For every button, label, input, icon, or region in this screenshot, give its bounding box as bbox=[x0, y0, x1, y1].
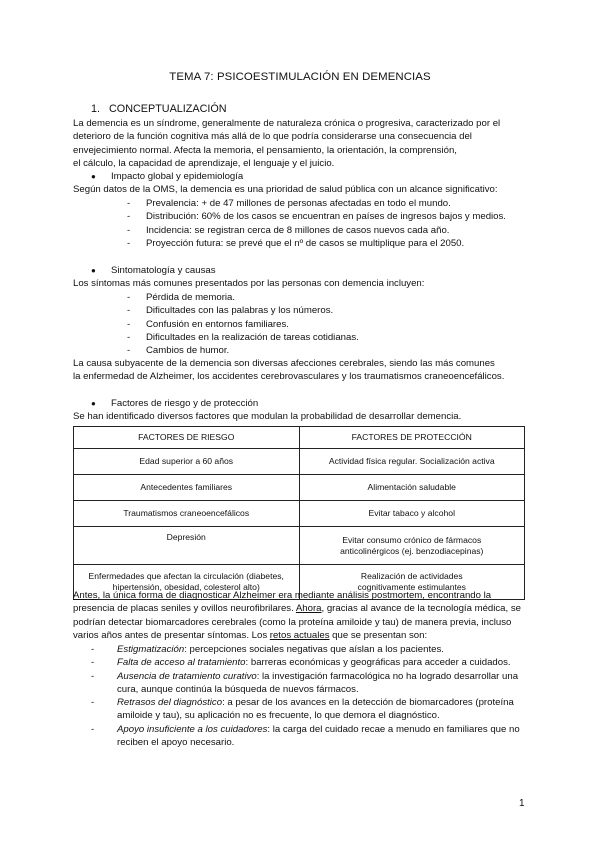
text-line: envejecimiento normal. Afecta la memoria, el pensamiento, la orientación, la comprensión, bbox=[73, 144, 457, 156]
diagnostico-paragraph: Antes, la única forma de diagnosticar Alzheimer era mediante análisis postmortem, encontrando la presencia de placas seniles y ovillos neurofibrilares. Ahora, gracias al avance de la tecnología médica, se podrían detectar biomarcadores cerebrales (como la proteína amiloide y tau) de manera previa, incluso varios años antes de presentar síntomas. Los retos actuales que se presentan son: bbox=[73, 590, 521, 641]
table-row bbox=[74, 449, 525, 475]
risk-cell: Depresión bbox=[74, 527, 300, 565]
definition-paragraph bbox=[73, 117, 533, 170]
retos-list bbox=[91, 643, 531, 749]
text-line: el cálculo, la capacidad de aprendizaje, el lenguaje y el juicio. bbox=[73, 157, 335, 169]
text-line: La demencia es un síndrome, generalmente de naturaleza crónica o progresiva, caracterizado por el bbox=[73, 118, 501, 129]
text-line: la enfermedad de Alzheimer, los accidentes cerebrovasculares y los traumatismos craneoencefálicos. bbox=[73, 371, 505, 383]
protection-cell: Alimentación saludable bbox=[299, 475, 525, 501]
list-item: - Ausencia de tratamiento curativo: la investigación farmacológica no ha logrado desarrollar una cura, aunque continúa la búsqueda de nuevos fármacos. bbox=[91, 670, 519, 695]
factors-table bbox=[73, 426, 525, 600]
list-item: - Pérdida de memoria. bbox=[127, 292, 236, 303]
table-header-row bbox=[74, 427, 525, 449]
subsection-factores bbox=[91, 397, 258, 410]
risk-cell: Traumatismos craneoencefálicos bbox=[74, 501, 300, 527]
text-line: La causa subyacente de la demencia son diversas afecciones cerebrales, siendo las más comunes bbox=[73, 358, 495, 369]
ahora-label: Ahora bbox=[295, 603, 322, 615]
section-heading bbox=[91, 103, 227, 115]
list-item: - Apoyo insuficiente a los cuidadores: la carga del cuidado recae a menudo en familiares que no reciben el apoyo necesario. bbox=[91, 723, 520, 749]
list-item: - Estigmatización: percepciones sociales negativas que aíslan a los pacientes. bbox=[91, 644, 444, 655]
list-item: - Confusión en entornos familiares. bbox=[127, 318, 289, 330]
antes-label: Antes bbox=[73, 590, 98, 601]
risk-cell: Edad superior a 60 años bbox=[74, 449, 300, 475]
protection-cell: Evitar tabaco y alcohol bbox=[299, 501, 525, 527]
bullet-icon: ● bbox=[91, 266, 96, 275]
protection-cell: Realización de actividades cognitivamente estimulantes bbox=[299, 565, 525, 600]
section-number: 1. bbox=[91, 103, 101, 115]
protection-cell: Actividad física regular. Socialización activa bbox=[299, 449, 525, 475]
risk-cell: Enfermedades que afectan la circulación (diabetes, hipertensión, obesidad, colesterol alto) bbox=[74, 565, 300, 600]
subsection-title: Impacto global y epidemiología bbox=[111, 171, 244, 182]
list-item: - Dificultades con las palabras y los números. bbox=[127, 305, 334, 317]
column-header-risk: FACTORES DE RIESGO bbox=[74, 427, 300, 449]
list-item: - Falta de acceso al tratamiento: barreras económicas y geográficas para acceder a cuidados. bbox=[91, 657, 511, 669]
protection-cell: Evitar consumo crónico de fármacos anticolinérgicos (ej. benzodiacepinas) bbox=[299, 527, 525, 565]
sintomas-intro: Los síntomas más comunes presentados por las personas con demencia incluyen: bbox=[73, 278, 425, 289]
list-item: - Incidencia: se registran cerca de 8 millones de casos nuevos cada año. bbox=[127, 224, 450, 236]
impacto-intro: Según datos de la OMS, la demencia es una prioridad de salud pública con un alcance significativo: bbox=[73, 184, 498, 195]
text-line: deterioro de la función cognitiva más allá de lo que podría considerarse una consecuencia del bbox=[73, 131, 472, 143]
list-item: - Proyección futura: se prevé que el nº de casos se multiplique para el 2050. bbox=[127, 237, 465, 249]
list-item: - Dificultades en la realización de tareas cotidianas. bbox=[127, 331, 359, 343]
risk-cell: Antecedentes familiares bbox=[74, 475, 300, 501]
impacto-list bbox=[127, 197, 506, 250]
column-header-protection: FACTORES DE PROTECCIÓN bbox=[299, 427, 525, 449]
table-row bbox=[74, 501, 525, 527]
retos-label: retos actuales bbox=[269, 629, 330, 641]
table-row bbox=[74, 475, 525, 501]
table-row bbox=[74, 527, 525, 565]
page-number: 1 bbox=[519, 798, 525, 809]
causes-paragraph bbox=[73, 357, 533, 384]
bullet-icon: ● bbox=[91, 399, 96, 408]
factores-intro: Se han identificado diversos factores que modulan la probabilidad de desarrollar demencia. bbox=[73, 411, 462, 422]
subsection-impacto bbox=[91, 170, 243, 183]
sintomas-list bbox=[127, 291, 359, 357]
section-title: CONCEPTUALIZACIÓN bbox=[109, 103, 227, 115]
list-item: - Distribución: 60% de los casos se encuentran en países de ingresos bajos y medios. bbox=[127, 211, 506, 223]
list-item: - Retrasos del diagnóstico: a pesar de los avances en la detección de biomarcadores (proteína amiloide y tau), su aplicación no es frecuente, lo que demora el diagnóstico. bbox=[91, 697, 514, 722]
bullet-icon: ● bbox=[91, 172, 96, 181]
subsection-sintomas bbox=[91, 264, 216, 277]
subsection-title: Sintomatología y causas bbox=[111, 265, 216, 276]
list-item: - Prevalencia: + de 47 millones de personas afectadas en todo el mundo. bbox=[127, 198, 451, 209]
list-item: - Cambios de humor. bbox=[127, 345, 230, 357]
subsection-title: Factores de riesgo y de protección bbox=[111, 398, 259, 409]
page-title: TEMA 7: PSICOESTIMULACIÓN EN DEMENCIAS bbox=[169, 71, 431, 83]
